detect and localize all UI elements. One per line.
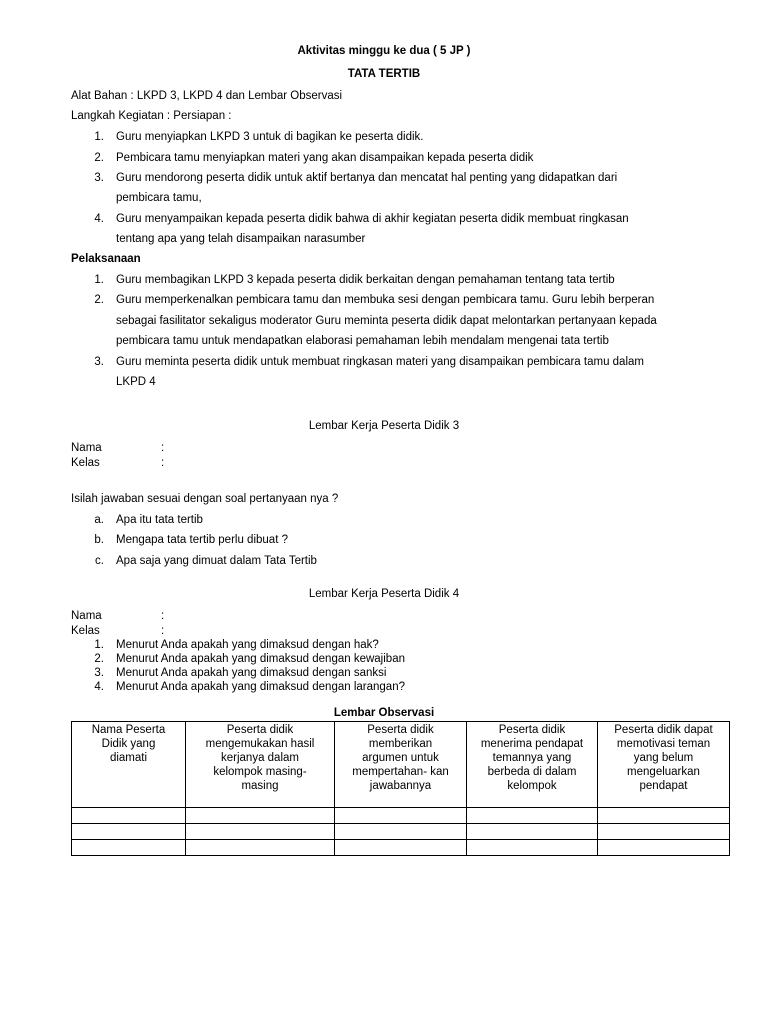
list-letter: a. [94,514,104,526]
table-row [72,824,730,840]
list-item-text: Guru menyiapkan LKPD 3 untuk di bagikan ke peserta didik. [116,131,424,143]
header-memotivasi: Peserta didik dapat memotivasi teman yang belum mengeluarkan pendapat [598,722,730,808]
table-cell [186,840,335,856]
nama-colon: : [161,442,165,454]
lkpd3-title: Lembar Kerja Peserta Didik 3 [308,420,460,432]
list-number: 3. [94,667,104,679]
question-text: Apa saja yang dimuat dalam Tata Tertib [116,555,317,567]
list-number: 1. [94,274,104,286]
question-text: Menurut Anda apakah yang dimaksud dengan hak? [116,639,379,651]
question-text: Menurut Anda apakah yang dimaksud dengan larangan? [116,681,405,693]
steps-heading: Langkah Kegiatan : Persiapan : [71,110,232,122]
list-item-text: Guru menyampaikan kepada peserta didik bahwa di akhir kegiatan peserta didik membuat ringkasan [116,213,629,225]
execution-heading: Pelaksanaan [71,253,141,265]
table-row [72,808,730,824]
activity-subtitle: TATA TERTIB [347,68,421,80]
table-row [72,840,730,856]
header-mengemukakan: Peserta didik mengemukakan hasil kerjanya dalam kelompok masing- masing [186,722,335,808]
list-item-text: Pembicara tamu menyiapkan materi yang akan disampaikan kepada peserta didik [116,152,534,164]
list-number: 3. [94,172,104,184]
list-item-text: LKPD 4 [116,376,156,388]
list-number: 1. [94,639,104,651]
header-menerima-pendapat: Peserta didik menerima pendapat temannya yang berbeda di dalam kelompok [467,722,598,808]
nama-label: Nama [71,442,102,454]
list-item-text: tentang apa yang telah disampaikan narasumber [116,233,366,245]
list-item-text: Guru mendorong peserta didik untuk aktif bertanya dan mencatat hal penting yang didapatkan dari [116,172,618,184]
nama-colon: : [161,610,165,622]
kelas-label: Kelas [71,625,100,637]
table-cell [186,824,335,840]
table-cell [72,840,186,856]
table-cell [467,824,598,840]
list-letter: b. [94,534,104,546]
table-cell [598,808,730,824]
lkpd4-title: Lembar Kerja Peserta Didik 4 [308,588,460,600]
table-cell [186,808,335,824]
list-number: 3. [94,356,104,368]
header-nama-peserta: Nama Peserta Didik yang diamati [72,722,186,808]
table-cell [598,824,730,840]
list-number: 4. [94,681,104,693]
table-cell [598,840,730,856]
kelas-colon: : [161,457,165,469]
question-text: Menurut Anda apakah yang dimaksud dengan kewajiban [116,653,405,665]
nama-label: Nama [71,610,102,622]
header-argumen: Peserta didik memberikan argumen untuk mempertahan- kan jawabannya [335,722,467,808]
list-letter: c. [95,555,104,567]
list-number: 2. [94,294,104,306]
table-cell [335,808,467,824]
list-item-text: Guru membagikan LKPD 3 kepada peserta didik berkaitan dengan pemahaman tentang tata tertib [116,274,615,286]
question-text: Mengapa tata tertib perlu dibuat ? [116,534,288,546]
question-text: Menurut Anda apakah yang dimaksud dengan sanksi [116,667,387,679]
list-number: 2. [94,152,104,164]
list-item-text: pembicara tamu untuk mendapatkan elaborasi pemahaman lebih mendalam mengenai tata tertib [116,335,609,347]
list-item-text: Guru meminta peserta didik untuk membuat ringkasan materi yang disampaikan pembicara tamu dalam [116,356,644,368]
table-header-row [72,722,730,808]
activity-title: Aktivitas minggu ke dua ( 5 JP ) [297,45,471,57]
list-number: 1. [94,131,104,143]
table-cell [467,840,598,856]
kelas-label: Kelas [71,457,100,469]
list-item-text: Guru memperkenalkan pembicara tamu dan membuka sesi dengan pembicara tamu. Guru lebih berperan [116,294,655,306]
question-text: Apa itu tata tertib [116,514,203,526]
lkpd3-instruction: Isilah jawaban sesuai dengan soal pertanyaan nya ? [71,493,339,505]
table-cell [467,808,598,824]
table-cell [335,824,467,840]
list-item-text: pembicara tamu, [116,192,202,204]
list-number: 2. [94,653,104,665]
kelas-colon: : [161,625,165,637]
list-item-text: sebagai fasilitator sekaligus moderator Guru meminta peserta didik dapat melontarkan pertanyaan kepada [116,315,657,327]
table-cell [72,808,186,824]
materials-line: Alat Bahan : LKPD 3, LKPD 4 dan Lembar Observasi [71,90,343,102]
observation-title: Lembar Observasi [333,707,435,719]
list-number: 4. [94,213,104,225]
table-cell [72,824,186,840]
table-cell [335,840,467,856]
observation-table [71,721,730,856]
